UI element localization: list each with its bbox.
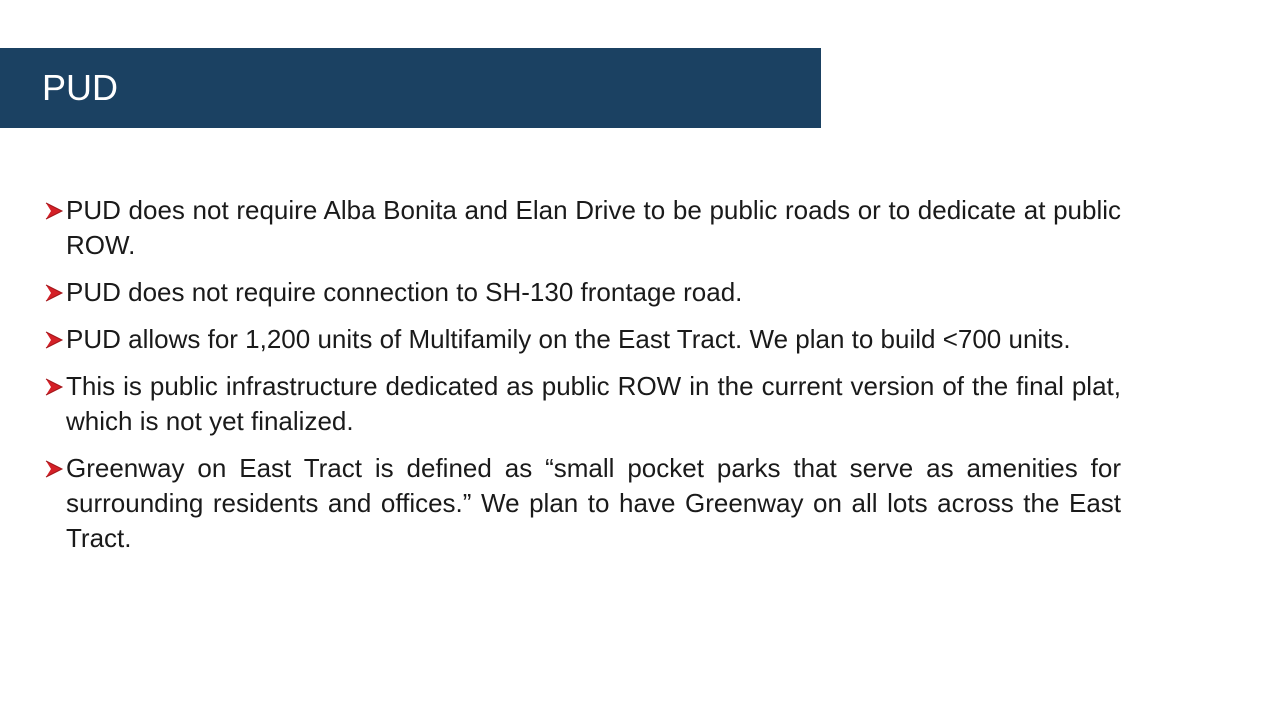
bullet-item — [44, 193, 1121, 263]
bullet-item — [44, 322, 1121, 357]
bullet-text: Greenway on East Tract is defined as “small pocket parks that serve as amenities for surrounding residents and offices.” We plan to have Greenway on all lots across the East Tract. — [66, 453, 1121, 553]
bullet-text: PUD does not require connection to SH-130 frontage road. — [66, 277, 743, 307]
bullet-text: This is public infrastructure dedicated as public ROW in the current version of the final plat, which is not yet finalized. — [66, 371, 1121, 436]
arrowhead-bullet-icon — [44, 330, 64, 350]
bullet-item — [44, 451, 1121, 556]
bullet-text: PUD does not require Alba Bonita and Elan Drive to be public roads or to dedicate at public ROW. — [66, 195, 1121, 260]
arrowhead-bullet-icon — [44, 201, 64, 221]
slide-title: PUD — [42, 67, 119, 108]
title-bar — [0, 48, 821, 128]
arrowhead-bullet-icon — [44, 377, 64, 397]
bullet-item — [44, 369, 1121, 439]
bullet-text: PUD allows for 1,200 units of Multifamily on the East Tract. We plan to build <700 units. — [66, 324, 1071, 354]
arrowhead-bullet-icon — [44, 283, 64, 303]
bullet-item — [44, 275, 1121, 310]
bullet-list — [44, 193, 1121, 568]
arrowhead-bullet-icon — [44, 459, 64, 479]
